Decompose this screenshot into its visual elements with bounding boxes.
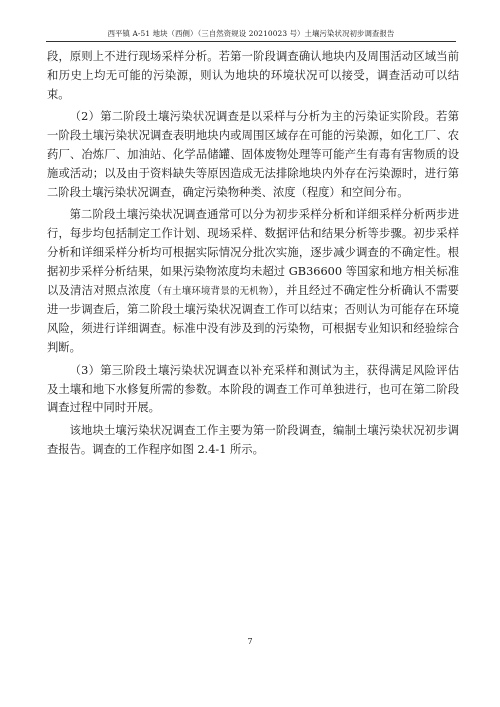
body-text (47, 48, 459, 460)
paragraph-phase2-sampling (47, 206, 459, 357)
paragraph-site-summary: 该地块土壤污染状况调查工作主要为第一阶段调查，编制土壤污染状况初步调查报告。调查的工作程序如图 2.4-1 所示。 (47, 424, 459, 456)
paragraph-phase1-continued: 段，原则上不进行现场采样分析。若第一阶段调查确认地块内及周围活动区域当前和历史上均无可能的污染源，则认为地块的环境状况可以接受，调查活动可以结束。 (47, 50, 459, 101)
page-number: 7 (247, 637, 253, 646)
paragraph-phase2-sampling-text-a: 第二阶段土壤污染状况调查通常可以分为初步采样分析和详细采样分析两步进行，每步均包括制定工作计划、现场采样、数据评估和结果分析等步骤。初步采样分析和详细采样分析均可根据实际情况分批次实施，逐步减少调查的不确定性。根据初步采样分析结果，如果污染物浓度均未超过 GB36600 等国家和地方相关标准以及清洁对照点浓度（ (47, 208, 459, 297)
paragraph-phase2: （2）第二阶段土壤污染状况调查是以采样与分析为主的污染证实阶段。若第一阶段土壤污染状况调查表明地块内或周围区域存在可能的污染源，如化工厂、农药厂、冶炼厂、加油站、化学品储罐、固体废物处理等可能产生有毒有害物质的设施或活动；以及由于资料缺失等原因造成无法排除地块内外存在污染源时，进行第二阶段土壤污染状况调查，确定污染物种类、浓度（程度）和空间分布。 (47, 110, 459, 199)
paragraph-phase2-sampling-text-b: ），并且经过不确定性分析确认不需要进一步调查后，第二阶段土壤污染状况调查工作可以结束；否则认为可能存在环境风险，须进行详细调查。标准中没有涉及到的污染物，可根据专业知识和经验综合判断。 (47, 283, 459, 354)
paragraph-phase3: （3）第三阶段土壤污染状况调查以补充采样和测试为主，获得满足风险评估及土壤和地下水修复所需的参数。本阶段的调查工作可单独进行，也可在第二阶段调查过程中同时开展。 (47, 363, 459, 415)
header-divider (46, 41, 456, 42)
running-header: 西平镇 A-51 地块（西侧）（三自然资规设 20210023 号）土壤污染状况初步调查报告 (107, 29, 395, 38)
paragraph-phase2-sampling-note: 有土壤环境背景的无机物 (162, 285, 269, 297)
